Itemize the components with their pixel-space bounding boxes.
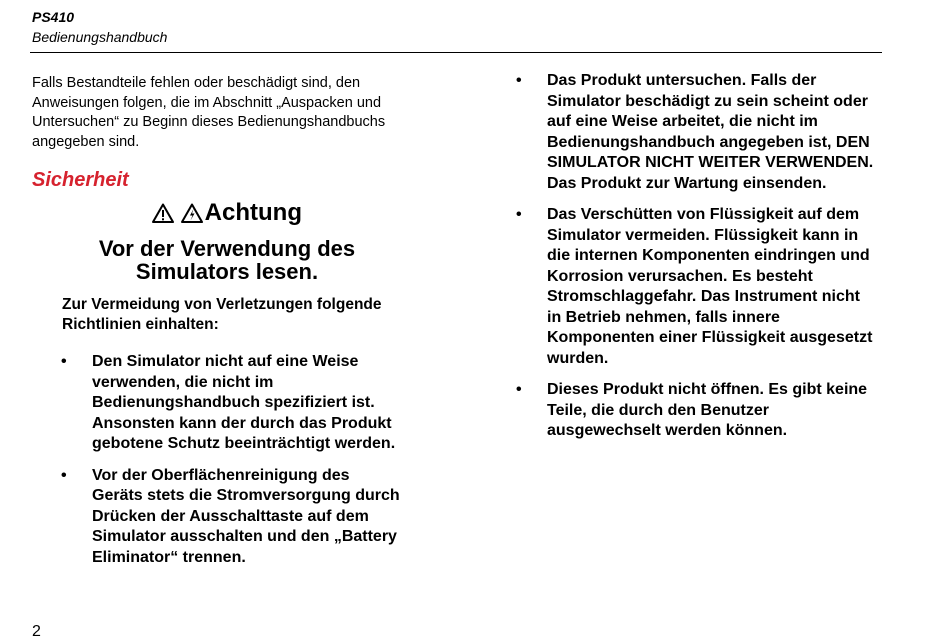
right-column xyxy=(516,71,877,453)
list-item-text: Vor der Oberflächenreinigung des Geräts stets die Stromversorgung durch Drücken der Ausschalttaste auf dem Simulator ausschalten und den „Battery Eliminator“ trennen. xyxy=(92,466,400,566)
safety-list-right xyxy=(516,71,877,442)
intro-paragraph: Falls Bestandteile fehlen oder beschädigt sind, den Anweisungen folgen, die im Abschnitt „Auspacken und Untersuchen“ zu Beginn dieses Bedienungshandbuchs angegeben sind. xyxy=(32,75,386,150)
caution-label: Achtung xyxy=(204,199,302,226)
list-item-text: Dieses Produkt nicht öffnen. Es gibt keine Teile, die durch den Benutzer ausgewechselt werden können. xyxy=(547,381,868,439)
read-before-use-line-2: Simulators lesen. xyxy=(135,259,319,284)
electric-shock-triangle-icon xyxy=(181,203,203,223)
list-item xyxy=(516,71,877,194)
bullet-point: • xyxy=(61,466,67,484)
list-item-text: Das Verschütten von Flüssigkeit auf dem Simulator vermeiden. Flüssigkeit kann in die internen Komponenten eindringen und Korrosion verursachen. Es besteht Stromschlaggefahr. Das Instrument nicht in Betrieb nehmen, falls innere Komponenten einer Flüssigkeit ausgesetzt wurden. xyxy=(547,206,873,367)
product-model: PS410 xyxy=(32,9,75,25)
list-item xyxy=(516,380,877,442)
list-item-text: Das Produkt untersuchen. Falls der Simulator beschädigt zu sein scheint oder auf eine Weise arbeitet, die nicht im Bedienungshandbuch angegeben ist, DEN SIMULATOR NICHT WEITER VERWENDEN. Das Produkt zur Wartung einsenden. xyxy=(547,72,874,192)
caution-heading xyxy=(32,198,422,231)
safety-instruction: Zur Vermeidung von Verletzungen folgende Richtlinien einhalten: xyxy=(62,296,382,333)
caution-icons xyxy=(152,201,203,231)
safety-list-left xyxy=(61,352,402,568)
bullet-point: • xyxy=(61,353,67,370)
page-header xyxy=(32,8,167,46)
read-before-use-line-1: Vor der Verwendung des xyxy=(98,236,356,261)
header-divider xyxy=(30,52,882,53)
read-before-use-heading xyxy=(32,237,422,283)
list-item xyxy=(61,466,402,569)
bullet-point: • xyxy=(516,206,522,223)
page-number: 2 xyxy=(32,623,41,640)
list-item xyxy=(516,205,877,369)
list-item-text: Den Simulator nicht auf eine Weise verwenden, die nicht im Bedienungshandbuch spezifiziert ist. Ansonsten kann der durch das Produkt gebotene Schutz beeinträchtigt werden. xyxy=(92,353,396,452)
section-title: Sicherheit xyxy=(32,169,129,191)
bullet-point: • xyxy=(516,381,522,398)
left-column xyxy=(32,74,422,579)
warning-triangle-icon xyxy=(152,203,174,223)
list-item xyxy=(61,352,402,455)
bullet-point: • xyxy=(516,72,522,89)
manual-title: Bedienungshandbuch xyxy=(32,29,168,45)
